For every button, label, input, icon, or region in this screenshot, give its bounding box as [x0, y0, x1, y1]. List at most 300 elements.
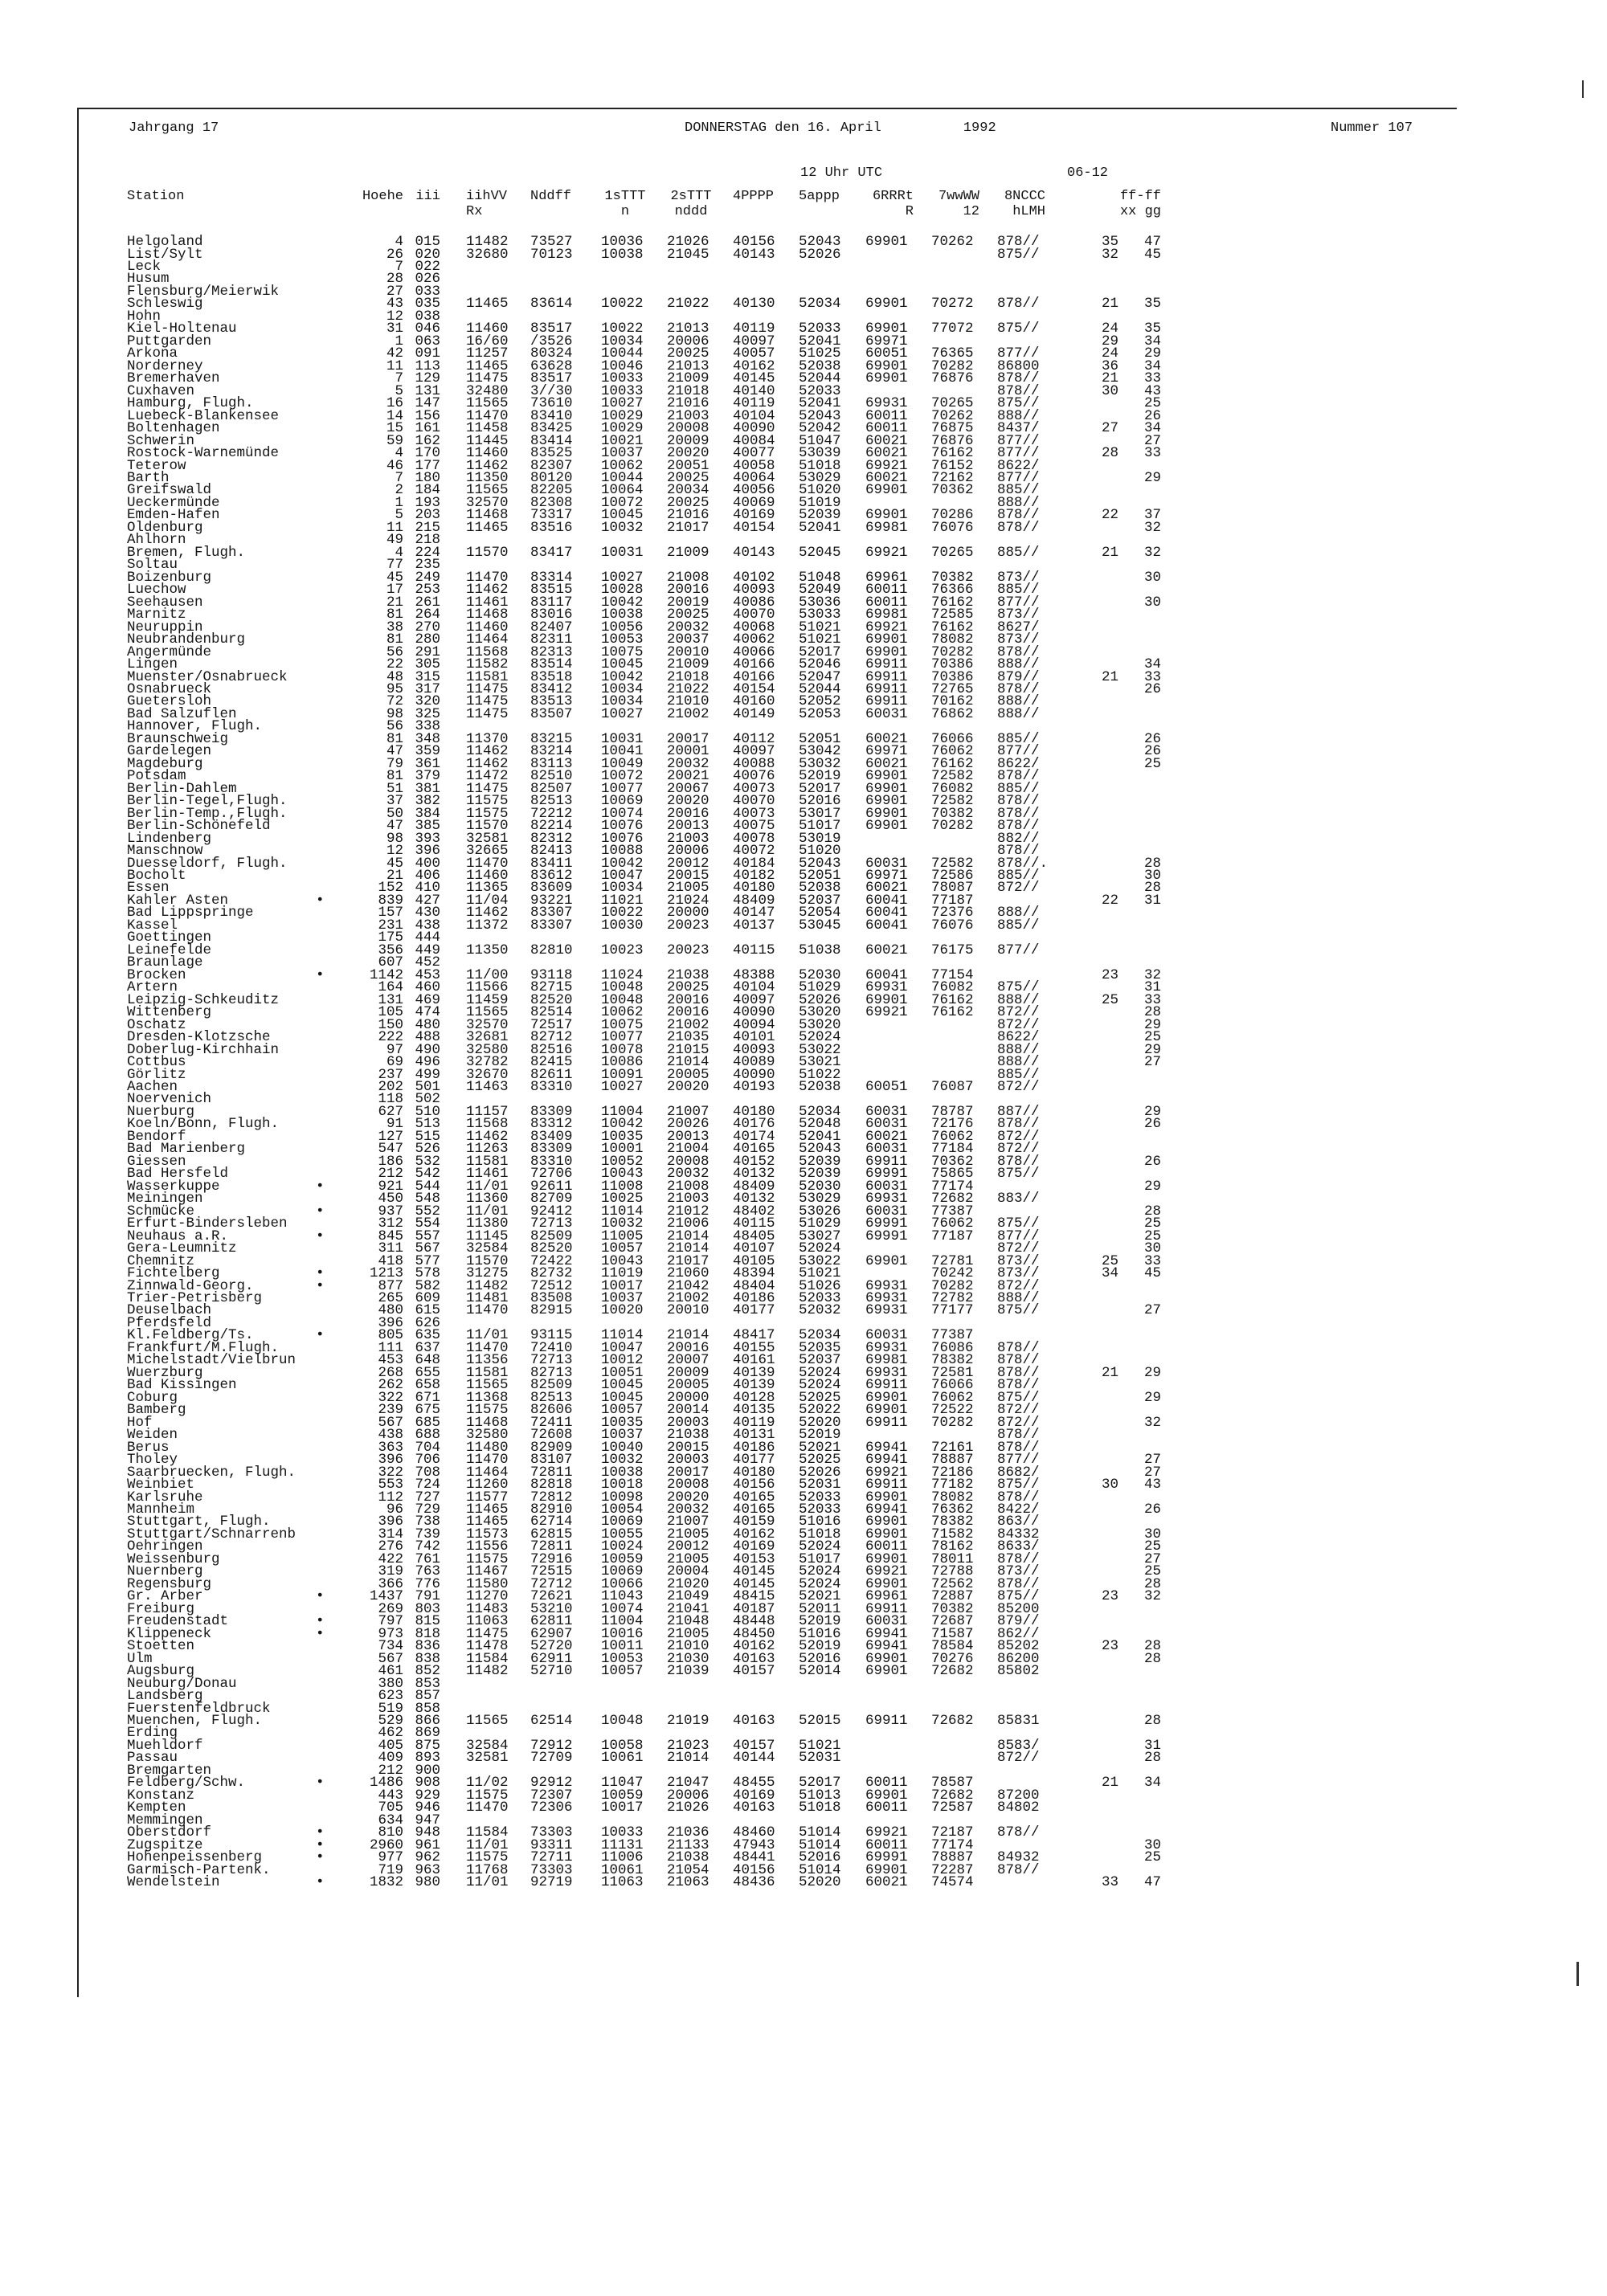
group-nddff: 73303 — [530, 1824, 573, 1841]
group-8nccc: 875// — [997, 979, 1040, 996]
group-5appp: 52019 — [799, 768, 841, 785]
group-1sttt: 10016 — [601, 1625, 644, 1642]
hoehe: 17 — [386, 582, 403, 599]
group-8nccc: 883// — [997, 1191, 1040, 1207]
group-5appp: 51017 — [799, 1550, 841, 1567]
group-2sttt: 20007 — [667, 1352, 709, 1369]
gust-gg: 30 — [1143, 1836, 1161, 1853]
group-nddff: 82910 — [530, 1501, 573, 1518]
station-id: 381 — [415, 780, 440, 797]
group-4pppp: 40101 — [733, 1029, 775, 1046]
gust-gg: 30 — [1143, 594, 1161, 611]
group-nddff: 73317 — [530, 507, 573, 524]
gust-gg: 33 — [1143, 991, 1161, 1008]
group-8nccc: 888// — [997, 693, 1040, 710]
gust-ff: 25 — [1101, 1252, 1118, 1269]
hoehe: 977 — [378, 1849, 403, 1866]
group-nddff: 83508 — [530, 1290, 573, 1306]
group-2sttt: 21038 — [667, 1849, 709, 1866]
group-ihvv: 11445 — [466, 432, 509, 449]
station-name: Oschatz — [127, 1016, 186, 1033]
gust-gg: 43 — [1143, 1477, 1161, 1493]
gust-gg: 27 — [1143, 1550, 1161, 1567]
group-4pppp: 40186 — [733, 1290, 775, 1306]
gust-gg: 37 — [1143, 507, 1161, 524]
group-nddff: 72811 — [530, 1464, 573, 1481]
group-4pppp: 40159 — [733, 1514, 775, 1530]
group-4pppp: 40160 — [733, 693, 775, 710]
station-name: Fuerstenfeldbruck — [127, 1700, 271, 1717]
station-name: Koeln/Bonn, Flugh. — [127, 1116, 280, 1133]
group-5appp: 52039 — [799, 507, 841, 524]
station-id: 291 — [415, 643, 440, 660]
group-4pppp: 40163 — [733, 1800, 775, 1816]
group-2sttt: 21007 — [667, 1514, 709, 1530]
column-header-station: Station — [127, 189, 185, 204]
group-4pppp: 40144 — [733, 1750, 775, 1767]
group-ihvv: 11063 — [466, 1613, 509, 1630]
station-name: Greifswald — [127, 482, 212, 499]
station-name: Soltau — [127, 557, 178, 574]
group-4pppp: 40174 — [733, 1128, 775, 1145]
group-nddff: 72422 — [530, 1252, 573, 1269]
hoehe: 1 — [395, 494, 403, 511]
group-nddff: 80120 — [530, 469, 573, 486]
group-5appp: 52020 — [799, 1874, 841, 1890]
station-name: Braunlage — [127, 954, 203, 971]
group-ihvv: 11260 — [466, 1477, 509, 1493]
group-nddff: 82818 — [530, 1477, 573, 1493]
group-1sttt: 10018 — [601, 1477, 644, 1493]
group-2sttt: 20025 — [667, 494, 709, 511]
gust-gg: 29 — [1143, 1364, 1161, 1381]
group-nddff: 82520 — [530, 1240, 573, 1257]
group-8nccc: 8622/ — [997, 755, 1040, 772]
group-4pppp: 40090 — [733, 1004, 775, 1021]
group-8nccc: 885// — [997, 582, 1040, 599]
group-8nccc: 877// — [997, 1452, 1040, 1469]
group-4pppp: 40145 — [733, 1575, 775, 1592]
hoehe: 5 — [395, 507, 403, 524]
station-id: 091 — [415, 345, 440, 362]
station-name: Berlin-Dahlem — [127, 780, 237, 797]
hoehe: 77 — [386, 557, 403, 574]
issue-date: DONNERSTAG den 16. April 1992 — [685, 121, 996, 136]
station-name: Gardelegen — [127, 743, 212, 760]
hoehe: 1437 — [369, 1588, 403, 1605]
group-4pppp: 40165 — [733, 1489, 775, 1505]
group-nddff: 73610 — [530, 395, 573, 412]
station-id: 317 — [415, 680, 440, 697]
hoehe: 366 — [378, 1575, 403, 1592]
station-id: 866 — [415, 1712, 440, 1729]
group-6rrrt: 69901 — [865, 1389, 908, 1406]
group-6rrrt: 69901 — [865, 1787, 908, 1804]
station-name: Landsberg — [127, 1688, 203, 1704]
group-8nccc: 877// — [997, 469, 1040, 486]
group-4pppp: 40182 — [733, 868, 775, 884]
group-2sttt: 20020 — [667, 1079, 709, 1095]
group-1sttt: 10017 — [601, 1277, 644, 1294]
group-7wwww: 78887 — [931, 1452, 974, 1469]
group-7wwww: 71587 — [931, 1625, 974, 1642]
group-7wwww: 76876 — [931, 370, 974, 387]
station-id: 469 — [415, 991, 440, 1008]
group-1sttt: 10027 — [601, 395, 644, 412]
group-5appp: 52039 — [799, 1153, 841, 1170]
station-id: 438 — [415, 917, 440, 934]
gust-gg: 45 — [1143, 246, 1161, 263]
group-1sttt: 10031 — [601, 730, 644, 747]
station-id: 557 — [415, 1228, 440, 1244]
group-8nccc: 878// — [997, 793, 1040, 810]
station-id: 480 — [415, 1016, 440, 1033]
group-nddff: 82407 — [530, 619, 573, 635]
station-id: 430 — [415, 905, 440, 921]
group-ihvv: 11/01 — [466, 1836, 509, 1853]
group-ihvv: 11263 — [466, 1141, 509, 1158]
mountain-marker: • — [316, 892, 325, 909]
gust-ff: 36 — [1101, 357, 1118, 374]
group-7wwww: 76162 — [931, 1004, 974, 1021]
station-id: 582 — [415, 1277, 440, 1294]
group-6rrrt: 69911 — [865, 1414, 908, 1431]
group-5appp: 51047 — [799, 432, 841, 449]
station-name: Mannheim — [127, 1501, 195, 1518]
group-1sttt: 10032 — [601, 1215, 644, 1232]
group-nddff: 82313 — [530, 643, 573, 660]
gust-gg: 34 — [1143, 357, 1161, 374]
group-2sttt: 21008 — [667, 569, 709, 586]
group-5appp: 53029 — [799, 1191, 841, 1207]
group-8nccc: 882// — [997, 830, 1040, 847]
group-6rrrt: 60011 — [865, 407, 908, 424]
group-nddff: 93115 — [530, 1327, 573, 1344]
hoehe: 1142 — [369, 966, 403, 983]
group-1sttt: 10059 — [601, 1550, 644, 1567]
group-ihvv: 11570 — [466, 544, 509, 561]
station-name: Goettingen — [127, 929, 212, 946]
group-4pppp: 40155 — [733, 1339, 775, 1356]
group-nddff: 82611 — [530, 1066, 573, 1083]
gust-ff: 27 — [1101, 420, 1118, 436]
group-6rrrt: 60011 — [865, 1836, 908, 1853]
gust-gg: 28 — [1143, 1004, 1161, 1021]
group-7wwww: 76152 — [931, 457, 974, 474]
hoehe: 202 — [378, 1079, 403, 1095]
hoehe: 634 — [378, 1812, 403, 1828]
group-nddff: 62911 — [530, 1650, 573, 1667]
group-ihvv: 11565 — [466, 482, 509, 499]
group-1sttt: 11063 — [601, 1874, 644, 1890]
group-4pppp: 48436 — [733, 1874, 775, 1890]
group-5appp: 52019 — [799, 1427, 841, 1444]
group-4pppp: 40132 — [733, 1191, 775, 1207]
gust-gg: 43 — [1143, 382, 1161, 399]
group-2sttt: 20037 — [667, 631, 709, 648]
group-ihvv: 11464 — [466, 631, 509, 648]
group-ihvv: 11475 — [466, 370, 509, 387]
group-ihvv: 11458 — [466, 420, 509, 436]
hoehe: 438 — [378, 1427, 403, 1444]
group-1sttt: 10061 — [601, 1750, 644, 1767]
gust-ff: 23 — [1101, 1638, 1118, 1655]
station-id: 727 — [415, 1489, 440, 1505]
group-1sttt: 10048 — [601, 1712, 644, 1729]
hoehe: 12 — [386, 308, 403, 325]
group-1sttt: 10035 — [601, 1414, 644, 1431]
group-1sttt: 10043 — [601, 1166, 644, 1183]
group-1sttt: 10091 — [601, 1066, 644, 1083]
group-nddff: 80324 — [530, 345, 573, 362]
group-6rrrt: 69911 — [865, 1153, 908, 1170]
hoehe: 22 — [386, 656, 403, 672]
group-4pppp: 48388 — [733, 966, 775, 983]
station-name: Deuselbach — [127, 1302, 212, 1319]
station-id: 444 — [415, 929, 440, 946]
group-6rrrt: 60021 — [865, 1874, 908, 1890]
gust-ff: 29 — [1101, 333, 1118, 349]
station-id: 853 — [415, 1675, 440, 1692]
group-4pppp: 40119 — [733, 321, 775, 337]
group-1sttt: 10044 — [601, 345, 644, 362]
group-2sttt: 21060 — [667, 1265, 709, 1281]
group-6rrrt: 60031 — [865, 1178, 908, 1195]
group-ihvv: 11460 — [466, 321, 509, 337]
group-5appp: 52031 — [799, 1477, 841, 1493]
group-nddff: 82311 — [530, 631, 573, 648]
group-4pppp: 40153 — [733, 1550, 775, 1567]
group-nddff: 72713 — [530, 1215, 573, 1232]
gust-gg: 45 — [1143, 1265, 1161, 1281]
group-2sttt: 20032 — [667, 755, 709, 772]
group-6rrrt: 60031 — [865, 1327, 908, 1344]
station-id: 361 — [415, 755, 440, 772]
group-6rrrt: 69991 — [865, 1215, 908, 1232]
station-name: Memmingen — [127, 1812, 203, 1828]
group-8nccc: 872// — [997, 1414, 1040, 1431]
group-ihvv: 32584 — [466, 1737, 509, 1754]
group-ihvv: 11584 — [466, 1824, 509, 1841]
group-6rrrt: 69931 — [865, 1290, 908, 1306]
group-2sttt: 21014 — [667, 1750, 709, 1767]
group-4pppp: 40089 — [733, 1054, 775, 1070]
group-1sttt: 10048 — [601, 991, 644, 1008]
gust-gg: 31 — [1143, 1737, 1161, 1754]
hoehe: 81 — [386, 607, 403, 623]
group-2sttt: 21054 — [667, 1861, 709, 1878]
group-nddff: 92611 — [530, 1178, 573, 1195]
station-id: 900 — [415, 1762, 440, 1779]
group-1sttt: 10043 — [601, 1252, 644, 1269]
group-7wwww: 70382 — [931, 569, 974, 586]
gust-gg: 30 — [1143, 1240, 1161, 1257]
station-id: 249 — [415, 569, 440, 586]
gust-gg: 27 — [1143, 1464, 1161, 1481]
group-5appp: 51026 — [799, 1277, 841, 1294]
group-4pppp: 48417 — [733, 1327, 775, 1344]
group-1sttt: 10022 — [601, 321, 644, 337]
group-4pppp: 40193 — [733, 1079, 775, 1095]
hoehe: 7 — [395, 258, 403, 275]
group-6rrrt: 69971 — [865, 868, 908, 884]
group-nddff: 83016 — [530, 607, 573, 623]
station-id: 033 — [415, 283, 440, 300]
hoehe: 111 — [378, 1339, 403, 1356]
group-1sttt: 10021 — [601, 432, 644, 449]
group-2sttt: 21039 — [667, 1663, 709, 1680]
group-5appp: 51025 — [799, 345, 841, 362]
group-4pppp: 40166 — [733, 656, 775, 672]
group-ihvv: 11582 — [466, 656, 509, 672]
group-8nccc: 879// — [997, 668, 1040, 685]
group-5appp: 52019 — [799, 1638, 841, 1655]
group-7wwww: 72581 — [931, 1364, 974, 1381]
group-8nccc: 86800 — [997, 357, 1040, 374]
group-2sttt: 20020 — [667, 1489, 709, 1505]
group-4pppp: 40140 — [733, 382, 775, 399]
group-4pppp: 40093 — [733, 582, 775, 599]
group-1sttt: 10045 — [601, 507, 644, 524]
group-2sttt: 20016 — [667, 991, 709, 1008]
mountain-marker: • — [316, 1178, 325, 1195]
group-8nccc: 875// — [997, 395, 1040, 412]
group-nddff: 83307 — [530, 917, 573, 934]
group-ihvv: 32580 — [466, 1427, 509, 1444]
group-4pppp: 40069 — [733, 494, 775, 511]
group-1sttt: 10078 — [601, 1041, 644, 1058]
group-2sttt: 20013 — [667, 818, 709, 835]
group-7wwww: 75865 — [931, 1166, 974, 1183]
group-7wwww: 70282 — [931, 643, 974, 660]
group-4pppp: 40128 — [733, 1389, 775, 1406]
group-ihvv: 32670 — [466, 1066, 509, 1083]
hoehe: 56 — [386, 643, 403, 660]
group-ihvv: 32580 — [466, 1041, 509, 1058]
group-nddff: 72306 — [530, 1800, 573, 1816]
group-4pppp: 40119 — [733, 395, 775, 412]
group-7wwww: 72186 — [931, 1464, 974, 1481]
group-6rrrt: 69971 — [865, 743, 908, 760]
station-name: Bad Hersfeld — [127, 1166, 229, 1183]
group-nddff: 53210 — [530, 1600, 573, 1617]
group-5appp: 52026 — [799, 991, 841, 1008]
group-6rrrt: 69901 — [865, 1514, 908, 1530]
gust-gg: 27 — [1143, 432, 1161, 449]
group-7wwww: 72376 — [931, 905, 974, 921]
group-nddff: 83612 — [530, 868, 573, 884]
group-1sttt: 10001 — [601, 1141, 644, 1158]
group-nddff: 72912 — [530, 1737, 573, 1754]
station-name: Hohenpeissenberg — [127, 1849, 263, 1866]
group-ihvv: 11565 — [466, 395, 509, 412]
group-5appp: 52033 — [799, 1489, 841, 1505]
group-2sttt: 20008 — [667, 1153, 709, 1170]
group-ihvv: 11461 — [466, 1166, 509, 1183]
group-7wwww: 72788 — [931, 1563, 974, 1580]
group-nddff: 70123 — [530, 246, 573, 263]
group-4pppp: 40184 — [733, 855, 775, 872]
group-7wwww: 77187 — [931, 892, 974, 909]
station-name: Ueckermünde — [127, 494, 220, 511]
group-7wwww: 70272 — [931, 296, 974, 313]
group-5appp: 52042 — [799, 420, 841, 436]
group-6rrrt: 69991 — [865, 1849, 908, 1866]
group-ihvv: 11/04 — [466, 892, 509, 909]
hoehe: 453 — [378, 1352, 403, 1369]
group-nddff: 72916 — [530, 1550, 573, 1567]
group-8nccc: 878// — [997, 507, 1040, 524]
station-name: Weiden — [127, 1427, 178, 1444]
group-2sttt: 20003 — [667, 1452, 709, 1469]
group-8nccc: 878// — [997, 1427, 1040, 1444]
group-8nccc: 878// — [997, 1364, 1040, 1381]
mountain-marker: • — [316, 1625, 325, 1642]
group-5appp: 52044 — [799, 680, 841, 697]
group-nddff: 82214 — [530, 818, 573, 835]
station-name: Cottbus — [127, 1054, 186, 1070]
hoehe: 553 — [378, 1477, 403, 1493]
station-id: 962 — [415, 1849, 440, 1866]
gust-gg: 28 — [1143, 1638, 1161, 1655]
group-ihvv: 11/01 — [466, 1178, 509, 1195]
group-4pppp: 40163 — [733, 1650, 775, 1667]
station-id: 396 — [415, 843, 440, 859]
group-ihvv: 11570 — [466, 1252, 509, 1269]
group-2sttt: 21005 — [667, 880, 709, 897]
group-8nccc: 87200 — [997, 1787, 1040, 1804]
station-name: Zinnwald-Georg. — [127, 1277, 254, 1294]
station-name: Gr. Arber — [127, 1588, 203, 1605]
group-8nccc: 877// — [997, 942, 1040, 958]
station-name: Duesseldorf, Flugh. — [127, 855, 288, 872]
station-id: 215 — [415, 519, 440, 536]
group-1sttt: 10051 — [601, 1364, 644, 1381]
hoehe: 973 — [378, 1625, 403, 1642]
group-1sttt: 10045 — [601, 656, 644, 672]
group-5appp: 51016 — [799, 1514, 841, 1530]
hoehe: 49 — [386, 532, 403, 549]
group-7wwww: 76076 — [931, 519, 974, 536]
group-4pppp: 40097 — [733, 743, 775, 760]
group-4pppp: 40072 — [733, 843, 775, 859]
station-name: Bendorf — [127, 1128, 186, 1145]
group-8nccc: 878// — [997, 382, 1040, 399]
group-5appp: 52026 — [799, 1464, 841, 1481]
station-name: Aachen — [127, 1079, 178, 1095]
group-ihvv: 11465 — [466, 357, 509, 374]
group-6rrrt: 69901 — [865, 991, 908, 1008]
group-7wwww: 70362 — [931, 482, 974, 499]
group-ihvv: 11/01 — [466, 1327, 509, 1344]
group-8nccc: 875// — [997, 1302, 1040, 1319]
station-name: Luebeck-Blankensee — [127, 407, 280, 424]
group-1sttt: 11005 — [601, 1228, 644, 1244]
station-name: Wasserkuppe — [127, 1178, 220, 1195]
scan-mark — [1582, 80, 1584, 98]
gust-gg: 26 — [1143, 1153, 1161, 1170]
station-name: Bremen, Flugh. — [127, 544, 246, 561]
group-8nccc: 885// — [997, 780, 1040, 797]
group-nddff: 92912 — [530, 1775, 573, 1791]
group-6rrrt: 60021 — [865, 432, 908, 449]
group-2sttt: 20015 — [667, 1439, 709, 1456]
group-5appp: 52026 — [799, 246, 841, 263]
group-nddff: 83214 — [530, 743, 573, 760]
group-1sttt: 10048 — [601, 979, 644, 996]
group-ihvv: 11470 — [466, 407, 509, 424]
group-5appp: 52043 — [799, 1141, 841, 1158]
